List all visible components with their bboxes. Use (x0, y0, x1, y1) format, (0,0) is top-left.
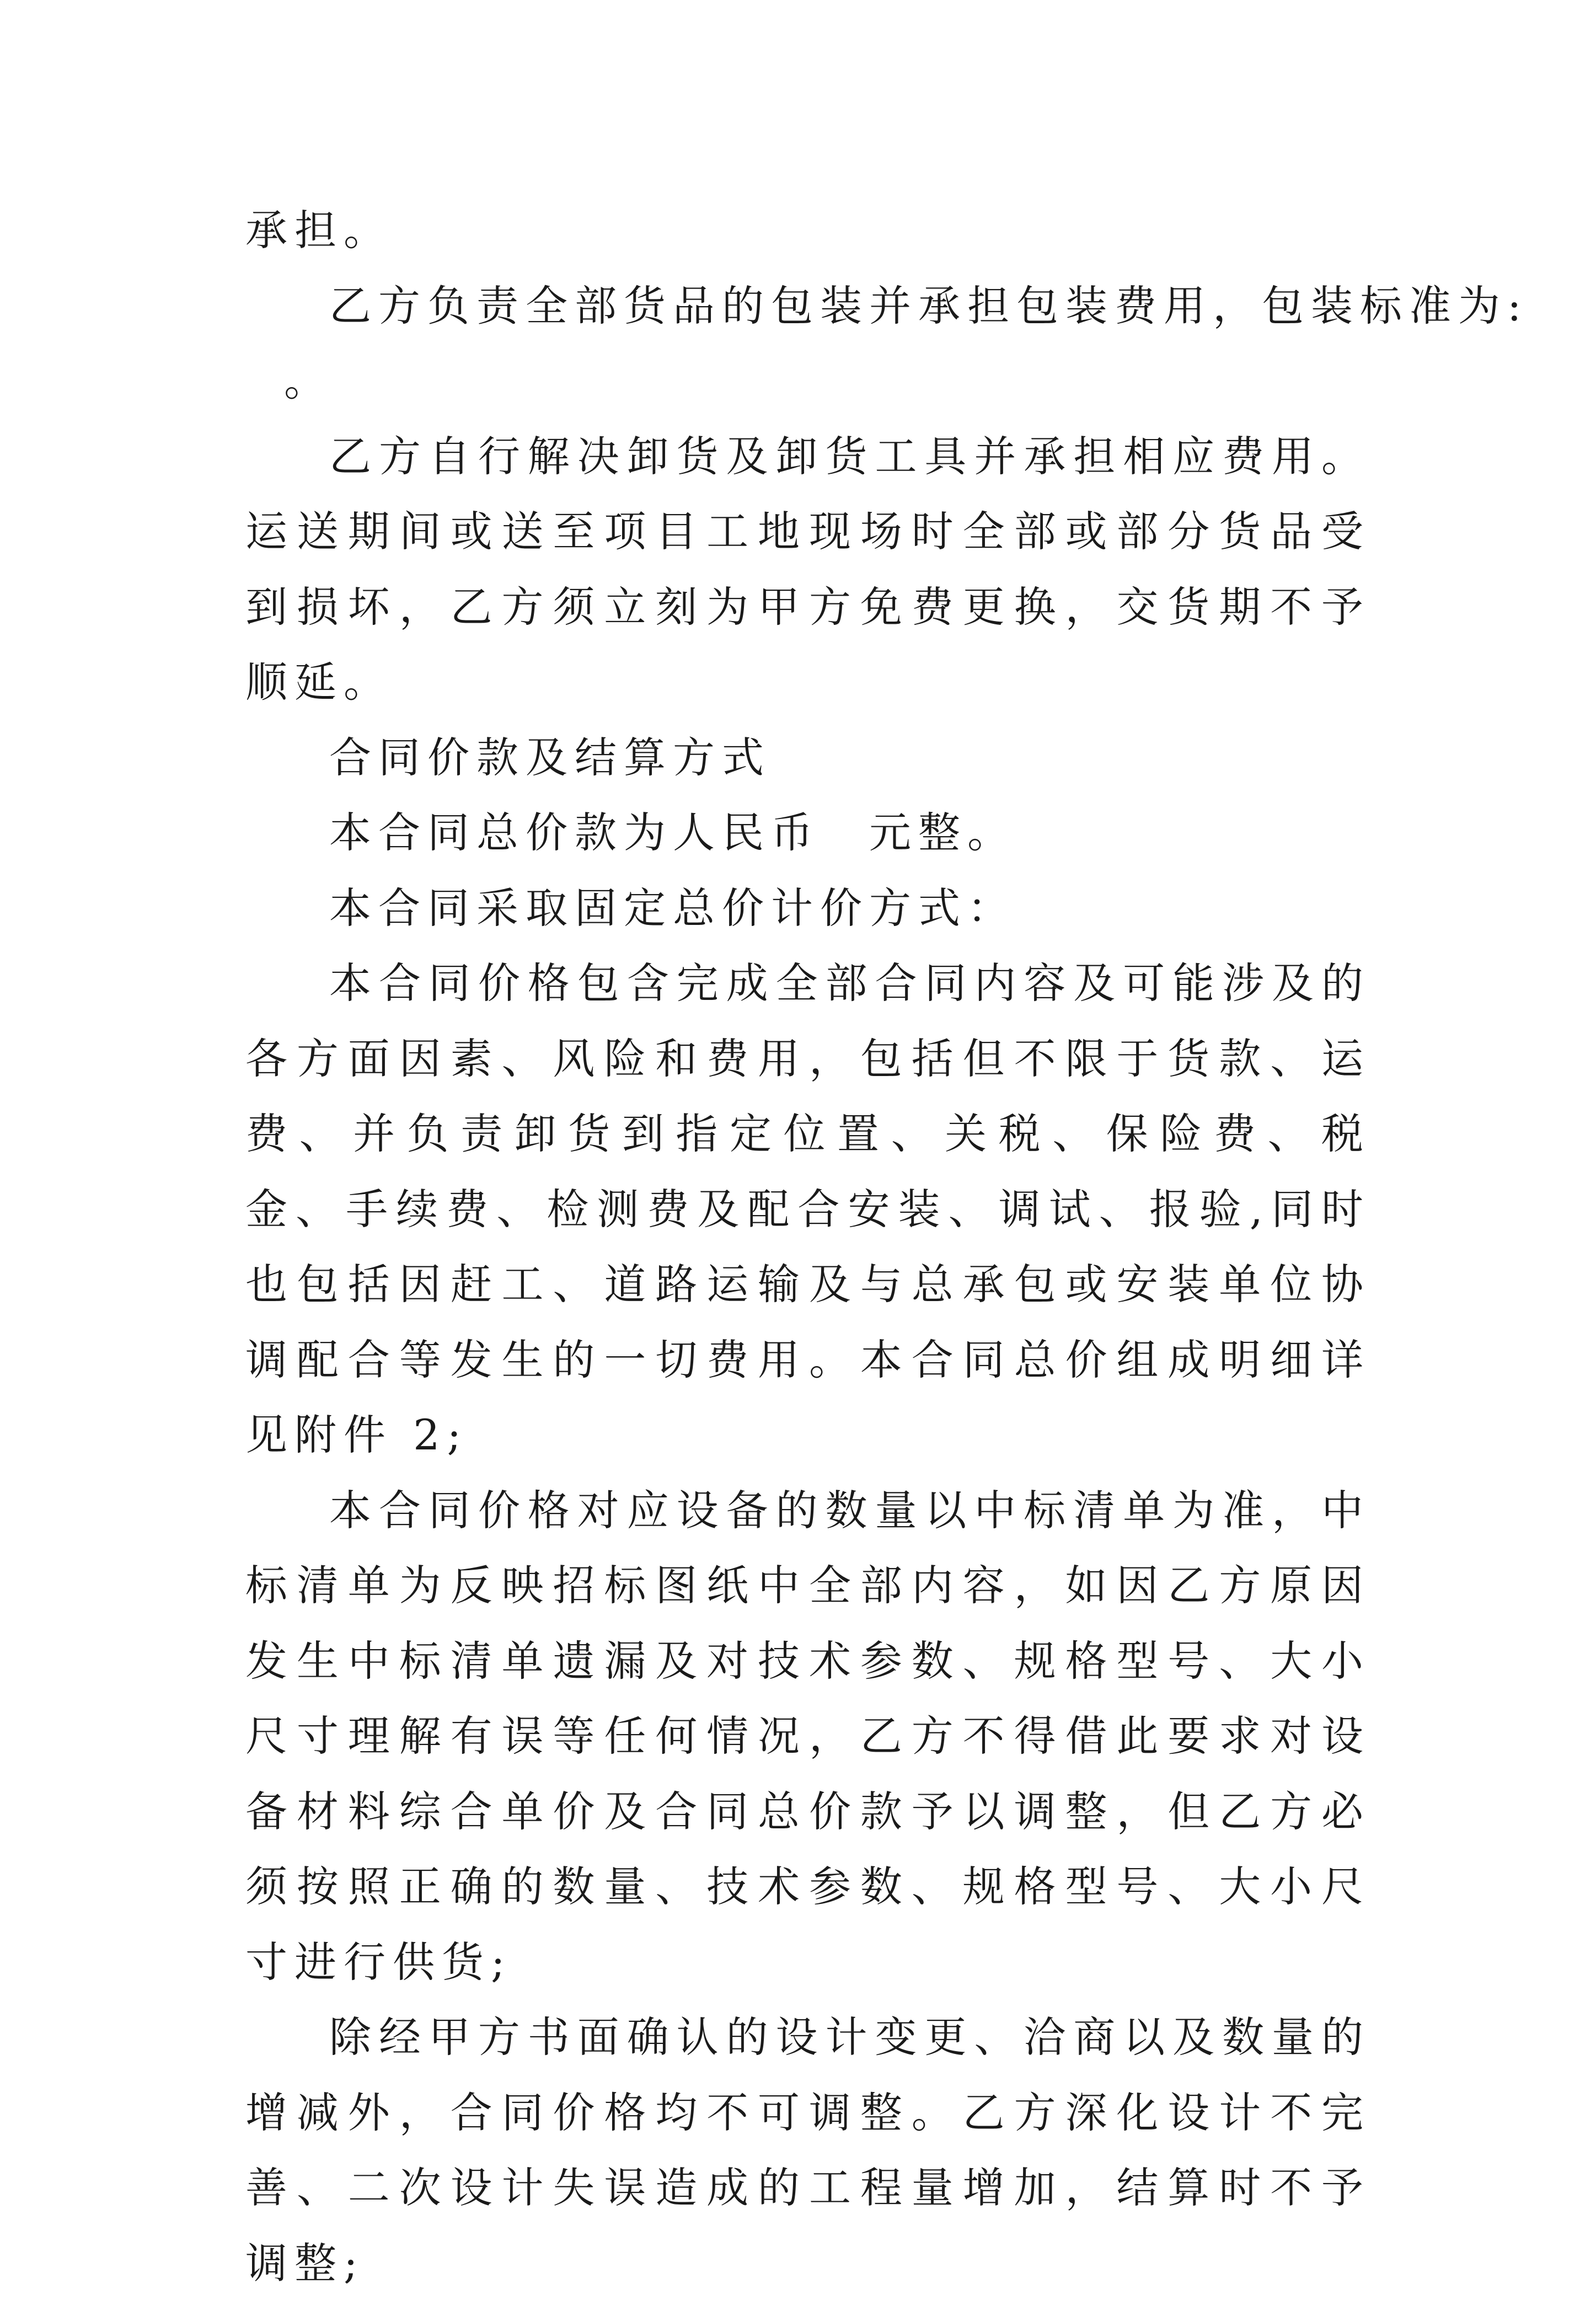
paragraph-price-inclusions: 本合同价格包含完成全部合同内容及可能涉及的各方面因素、风险和费用，包括但不限于货款、运费、并负责卸货到指定位置、关税、保险费、税金、手续费、检测费及配合安装、调试、报验,同时也包括因赶工、道路运输及与总承包或安装单位协调配合等发生的一切费用。本合同总价组成明细详见附件 2; (245, 959, 1370, 1459)
section-heading-price-settlement: 合同价款及结算方式 (329, 732, 771, 782)
paragraph-total-price: 本合同总价款为人民币 元整。 (329, 808, 1016, 857)
paragraph-packaging: 乙方负责全部货品的包装并承担包装费用，包装标准为: (329, 281, 1529, 330)
paragraph-price-adjustment: 除经甲方书面确认的设计变更、洽商以及数量的增减外，合同价格均不可调整。乙方深化设计不完善、二次设计失误造成的工程量增加，结算时不予调整; (245, 2013, 1370, 2288)
paragraph-continuation: 承担。 (245, 206, 393, 255)
contract-body (245, 193, 1529, 2301)
paragraph-pricing-method: 本合同采取固定总价计价方式： (329, 883, 1016, 933)
paragraph-unloading: 乙方自行解决卸货及卸货工具并承担相应费用。运送期间或送至项目工地现场时全部或部分货品受到损坏，乙方须立刻为甲方免费更换，交货期不予顺延。 (245, 431, 1370, 707)
paragraph-quantity-basis: 本合同价格对应设备的数量以中标清单为准，中标清单为反映招标图纸中全部内容，如因乙方原因发生中标清单遗漏及对技术参数、规格型号、大小尺寸理解有误等任何情况，乙方不得借此要求对设备材料综合单价及合同总价款予以调整，但乙方必须按照正确的数量、技术参数、规格型号、大小尺寸进行供货; (245, 1485, 1370, 1987)
paragraph-packaging-standard-blank: 。 (284, 356, 333, 405)
